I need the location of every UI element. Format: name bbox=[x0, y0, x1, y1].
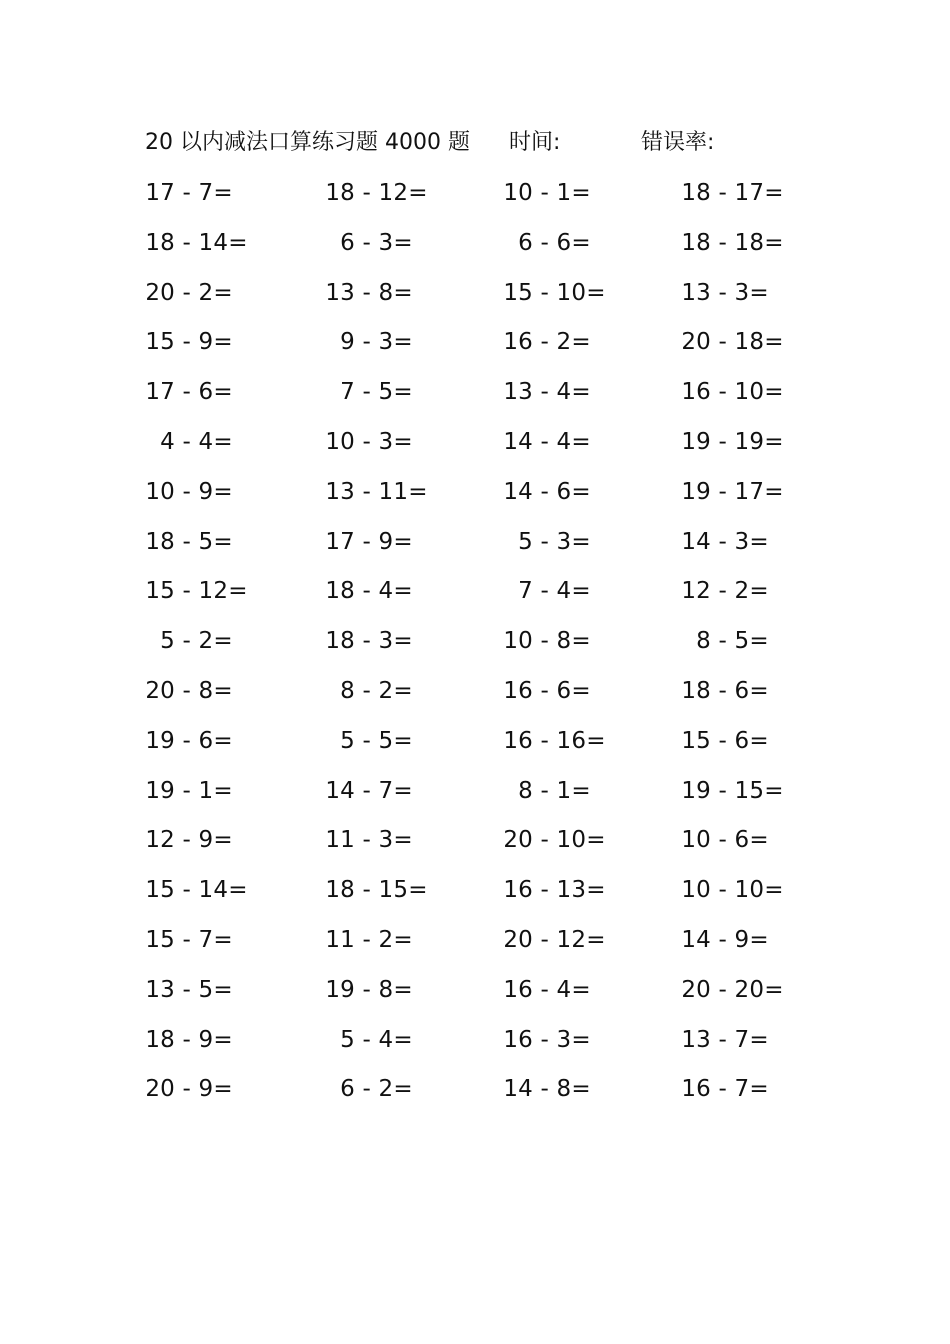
subtraction-problem: 16 - 7= bbox=[681, 1076, 769, 1103]
problem-row bbox=[0, 1022, 950, 1072]
subtraction-problem: 7 - 4= bbox=[518, 578, 591, 605]
subtraction-problem: 10 - 3= bbox=[325, 428, 413, 455]
worksheet-title: 20 以内减法口算练习题 4000 题 bbox=[145, 130, 470, 155]
subtraction-problem: 8 - 2= bbox=[340, 677, 413, 704]
subtraction-problem: 14 - 4= bbox=[503, 428, 591, 455]
subtraction-problem: 16 - 6= bbox=[503, 677, 591, 704]
subtraction-problem: 12 - 2= bbox=[681, 578, 769, 605]
subtraction-problem: 18 - 9= bbox=[145, 1026, 233, 1053]
error-rate-label: 错误率: bbox=[641, 130, 715, 155]
subtraction-problem: 17 - 9= bbox=[325, 528, 413, 555]
time-label: 时间: bbox=[509, 130, 561, 155]
subtraction-problem: 15 - 7= bbox=[145, 926, 233, 953]
problem-row bbox=[0, 1071, 950, 1121]
subtraction-problem: 15 - 14= bbox=[145, 877, 248, 904]
problem-row bbox=[0, 275, 950, 325]
subtraction-problem: 20 - 10= bbox=[503, 827, 606, 854]
subtraction-problem: 15 - 6= bbox=[681, 727, 769, 754]
subtraction-problem: 16 - 13= bbox=[503, 877, 606, 904]
problem-row bbox=[0, 424, 950, 474]
subtraction-problem: 16 - 2= bbox=[503, 329, 591, 356]
problem-row bbox=[0, 872, 950, 922]
subtraction-problem: 16 - 4= bbox=[503, 976, 591, 1003]
subtraction-problem: 18 - 15= bbox=[325, 877, 428, 904]
subtraction-problem: 12 - 9= bbox=[145, 827, 233, 854]
problem-row bbox=[0, 474, 950, 524]
problem-row bbox=[0, 972, 950, 1022]
problem-row bbox=[0, 324, 950, 374]
subtraction-problem: 19 - 6= bbox=[145, 727, 233, 754]
worksheet-header bbox=[145, 126, 845, 160]
problem-row bbox=[0, 623, 950, 673]
subtraction-problem: 20 - 12= bbox=[503, 926, 606, 953]
subtraction-problem: 18 - 3= bbox=[325, 628, 413, 655]
subtraction-problem: 5 - 5= bbox=[340, 727, 413, 754]
subtraction-problem: 20 - 9= bbox=[145, 1076, 233, 1103]
subtraction-problem: 13 - 3= bbox=[681, 279, 769, 306]
problem-row bbox=[0, 723, 950, 773]
subtraction-problem: 13 - 11= bbox=[325, 478, 428, 505]
subtraction-problem: 18 - 18= bbox=[681, 229, 784, 256]
subtraction-problem: 20 - 8= bbox=[145, 677, 233, 704]
subtraction-problem: 13 - 8= bbox=[325, 279, 413, 306]
subtraction-problem: 15 - 9= bbox=[145, 329, 233, 356]
problem-grid bbox=[0, 175, 950, 1121]
problem-row bbox=[0, 822, 950, 872]
problem-row bbox=[0, 175, 950, 225]
subtraction-problem: 14 - 8= bbox=[503, 1076, 591, 1103]
subtraction-problem: 19 - 15= bbox=[681, 777, 784, 804]
problem-row bbox=[0, 573, 950, 623]
problem-row bbox=[0, 225, 950, 275]
subtraction-problem: 15 - 12= bbox=[145, 578, 248, 605]
subtraction-problem: 11 - 2= bbox=[325, 926, 413, 953]
subtraction-problem: 13 - 5= bbox=[145, 976, 233, 1003]
problem-row bbox=[0, 374, 950, 424]
subtraction-problem: 4 - 4= bbox=[160, 428, 233, 455]
subtraction-problem: 18 - 6= bbox=[681, 677, 769, 704]
subtraction-problem: 5 - 3= bbox=[518, 528, 591, 555]
subtraction-problem: 17 - 6= bbox=[145, 379, 233, 406]
subtraction-problem: 19 - 1= bbox=[145, 777, 233, 804]
subtraction-problem: 6 - 2= bbox=[340, 1076, 413, 1103]
subtraction-problem: 20 - 2= bbox=[145, 279, 233, 306]
subtraction-problem: 18 - 12= bbox=[325, 180, 428, 206]
subtraction-problem: 14 - 9= bbox=[681, 926, 769, 953]
subtraction-problem: 11 - 3= bbox=[325, 827, 413, 854]
subtraction-problem: 16 - 3= bbox=[503, 1026, 591, 1053]
subtraction-problem: 16 - 16= bbox=[503, 727, 606, 754]
subtraction-problem: 7 - 5= bbox=[340, 379, 413, 406]
subtraction-problem: 8 - 5= bbox=[696, 628, 769, 655]
subtraction-problem: 10 - 10= bbox=[681, 877, 784, 904]
subtraction-problem: 19 - 8= bbox=[325, 976, 413, 1003]
problem-row bbox=[0, 773, 950, 823]
subtraction-problem: 5 - 2= bbox=[160, 628, 233, 655]
subtraction-problem: 13 - 7= bbox=[681, 1026, 769, 1053]
problem-row bbox=[0, 673, 950, 723]
subtraction-problem: 6 - 6= bbox=[518, 229, 591, 256]
subtraction-problem: 19 - 19= bbox=[681, 428, 784, 455]
problem-row bbox=[0, 524, 950, 574]
subtraction-problem: 14 - 6= bbox=[503, 478, 591, 505]
subtraction-problem: 16 - 10= bbox=[681, 379, 784, 406]
subtraction-problem: 18 - 5= bbox=[145, 528, 233, 555]
subtraction-problem: 14 - 3= bbox=[681, 528, 769, 555]
subtraction-problem: 20 - 18= bbox=[681, 329, 784, 356]
subtraction-problem: 5 - 4= bbox=[340, 1026, 413, 1053]
subtraction-problem: 10 - 8= bbox=[503, 628, 591, 655]
subtraction-problem: 15 - 10= bbox=[503, 279, 606, 306]
subtraction-problem: 13 - 4= bbox=[503, 379, 591, 406]
subtraction-problem: 8 - 1= bbox=[518, 777, 591, 804]
subtraction-problem: 19 - 17= bbox=[681, 478, 784, 505]
subtraction-problem: 6 - 3= bbox=[340, 229, 413, 256]
subtraction-problem: 10 - 6= bbox=[681, 827, 769, 854]
subtraction-problem: 18 - 14= bbox=[145, 229, 248, 256]
subtraction-problem: 17 - 7= bbox=[145, 180, 233, 206]
subtraction-problem: 20 - 20= bbox=[681, 976, 784, 1003]
subtraction-problem: 18 - 4= bbox=[325, 578, 413, 605]
subtraction-problem: 9 - 3= bbox=[340, 329, 413, 356]
subtraction-problem: 14 - 7= bbox=[325, 777, 413, 804]
problem-row bbox=[0, 922, 950, 972]
subtraction-problem: 10 - 9= bbox=[145, 478, 233, 505]
subtraction-problem: 10 - 1= bbox=[503, 180, 591, 206]
subtraction-problem: 18 - 17= bbox=[681, 180, 784, 206]
